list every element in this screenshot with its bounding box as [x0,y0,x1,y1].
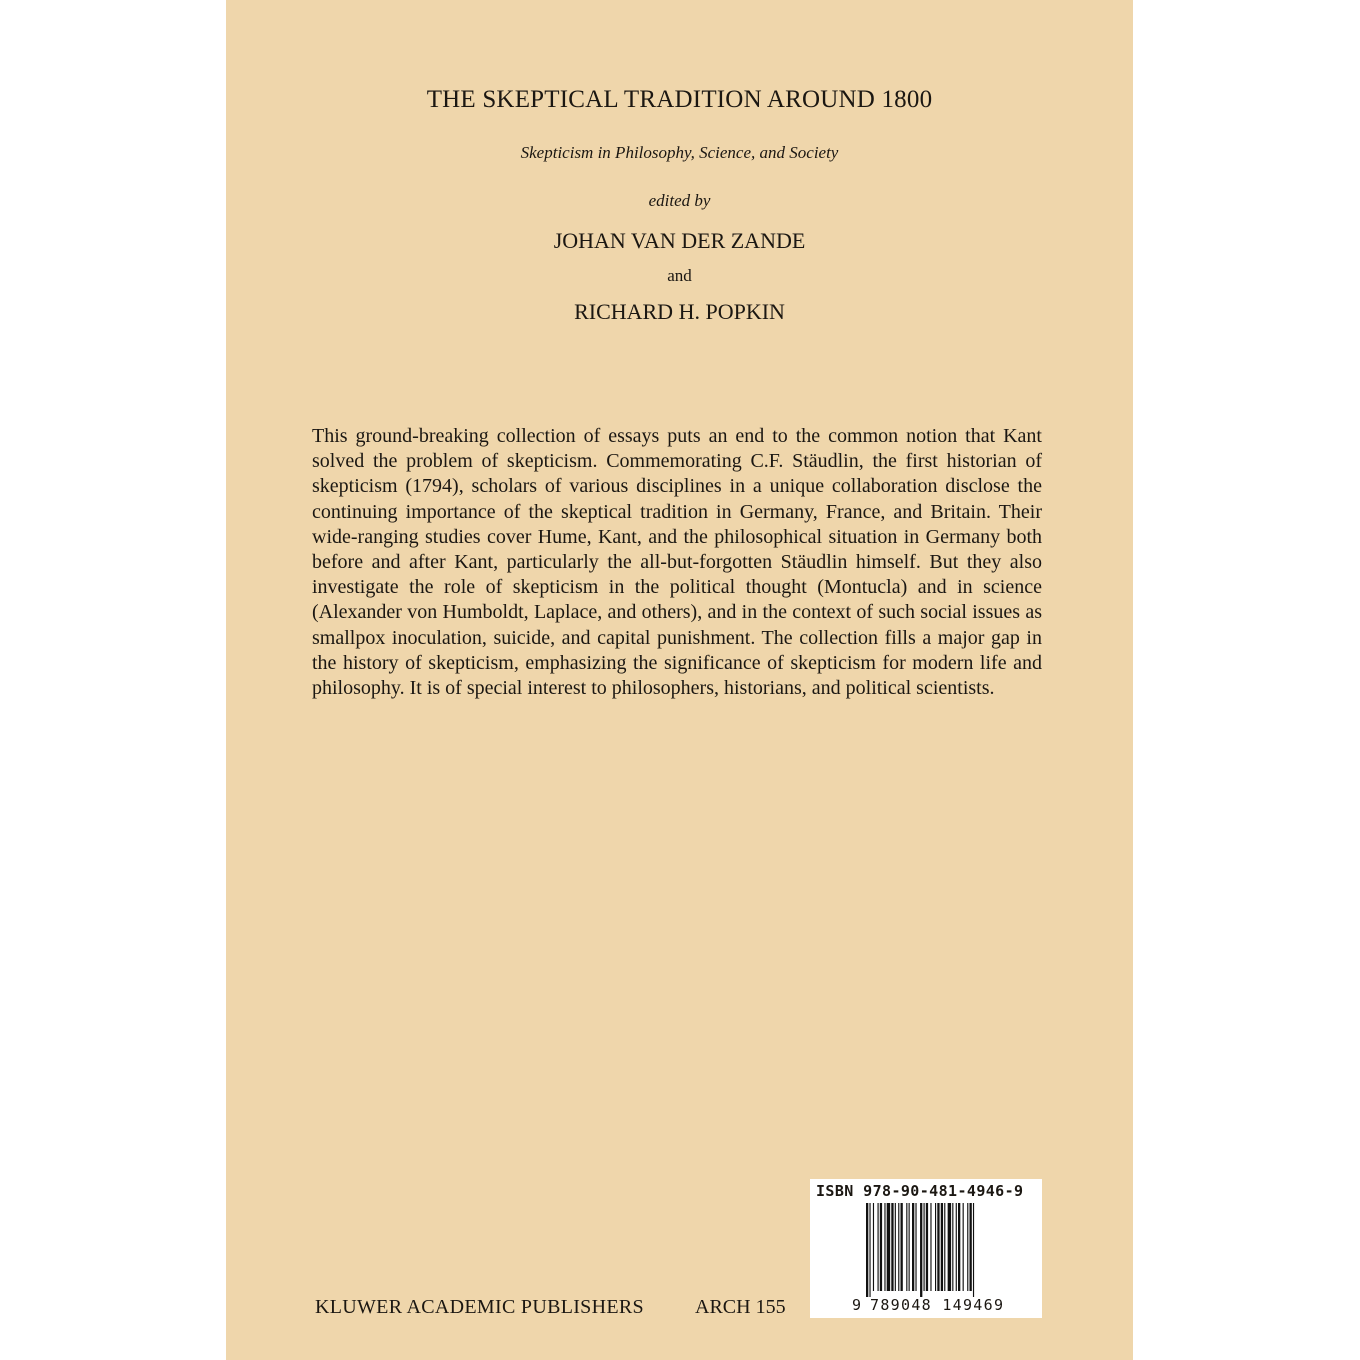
barcode-bar [967,1203,968,1291]
book-subtitle: Skepticism in Philosophy, Science, and Society [520,143,839,162]
barcode-bar [895,1203,896,1291]
barcode-digits: 789048 149469 [870,1296,1005,1314]
edited-by-label: edited by [648,191,711,210]
barcode-bar [930,1203,931,1291]
barcode-bar [952,1203,953,1291]
barcode-bar [958,1203,960,1291]
barcode-bar [909,1203,910,1291]
barcode-bar [884,1203,885,1291]
barcode-bar [901,1203,903,1291]
barcode-bar [898,1203,899,1291]
barcode-panel [810,1179,1042,1318]
barcode-bar [880,1203,882,1291]
barcode-bar [941,1203,943,1291]
barcode-first-digit: 9 [852,1296,862,1314]
barcode-bar [970,1203,972,1291]
barcode-icon [866,1203,1006,1297]
publisher-name: KLUWER ACADEMIC PUBLISHERS [315,1296,644,1318]
barcode-bar [924,1203,925,1291]
book-title: THE SKEPTICAL TRADITION AROUND 1800 [426,86,933,113]
barcode-bar [935,1203,936,1291]
barcode-bar [956,1203,957,1291]
barcode-bar [926,1203,928,1291]
barcode-bar [891,1203,893,1291]
book-back-cover [226,0,1133,1360]
editor-name-1: JOHAN VAN DER ZANDE [553,228,806,253]
barcode-bar [920,1203,922,1297]
barcode-bar [973,1203,974,1297]
barcode-bar [866,1203,868,1297]
barcode-bar [944,1203,945,1291]
barcode-bar [937,1203,939,1291]
editor-conjunction: and [667,266,692,285]
barcode-bar [878,1203,879,1291]
barcode-bar [869,1203,870,1297]
series-code: ARCH 155 [695,1296,786,1318]
barcode-bar [948,1203,951,1291]
editor-name-2: RICHARD H. POPKIN [574,299,785,324]
barcode-bar [963,1203,964,1291]
barcode-bar [873,1203,874,1291]
barcode-bar [915,1203,916,1291]
book-description: This ground-breaking collection of essays puts an end to the common notion that Kant solved the problem of skepticism. Commemorating C.F. Stäudlin, the first historian of skepticism (1794), scholars of various disciplines in a unique collaboration disclose the continuing importance of the skeptical tradition in Germany, France, and Britain. Their wide-ranging studies cover Hume, Kant, and the philosophical situation in Germany both before and after Kant, particularly the all-but-forgotten Stäudlin himself. But they also investigate the role of skepticism in the political thought (Montucla) and in science (Alexander von Humboldt, Laplace, and others), and in the context of such social issues as smallpox inoculation, suicide, and capital punishment. The collection fills a major gap in the history of skepticism, emphasizing the significance of skepticism for modern life and philosophy. It is of special interest to philosophers, historians, and political scientists. [312,425,1042,700]
barcode-bar [887,1203,890,1291]
barcode-bar [912,1203,914,1291]
barcode-bar [906,1203,907,1291]
isbn-label: ISBN 978-90-481-4946-9 [816,1182,1024,1200]
